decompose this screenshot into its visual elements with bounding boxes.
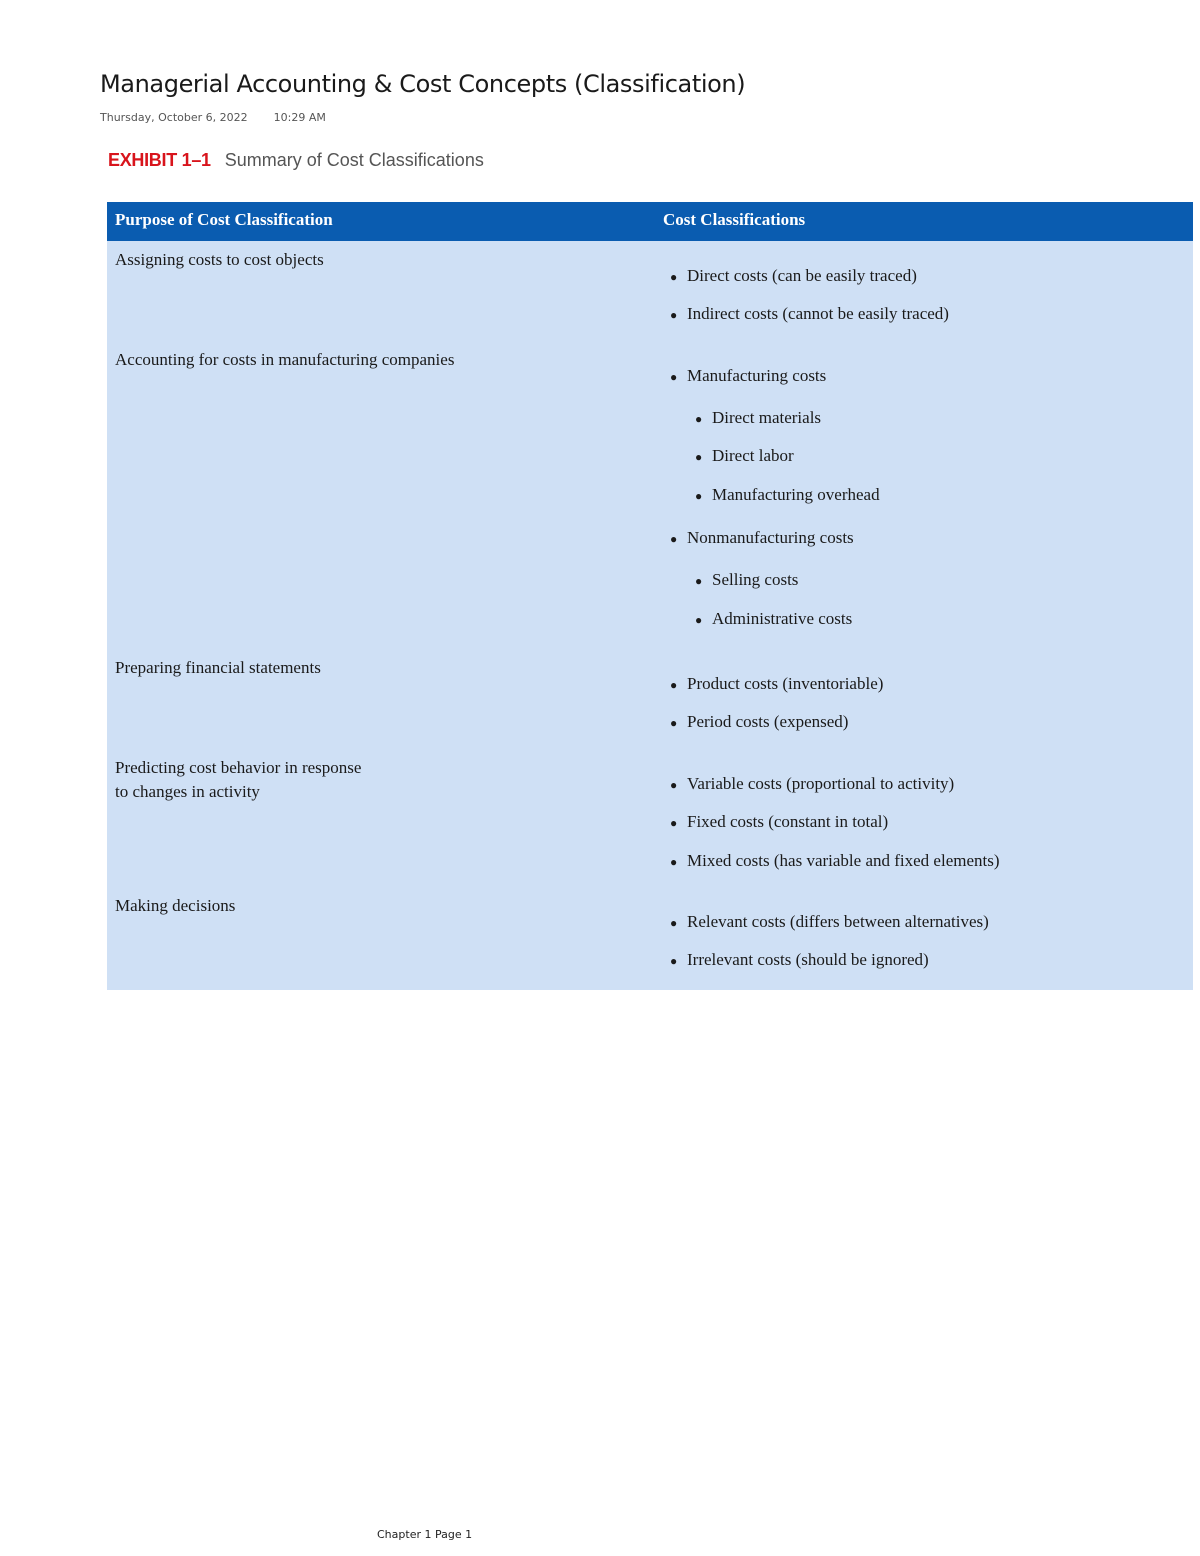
bullet-icon: ●	[695, 450, 703, 464]
list-item: ● Administrative costs	[695, 609, 853, 628]
page-date: Thursday, October 6, 2022	[100, 111, 248, 124]
exhibit-heading	[108, 150, 484, 171]
bullet-icon: ●	[670, 532, 678, 546]
row-purpose	[115, 348, 454, 372]
bullet-icon: ●	[670, 716, 678, 730]
exhibit-caption: Summary of Cost Classifications	[224, 150, 484, 170]
bullet-icon: ●	[695, 412, 703, 426]
page-timestamp	[100, 111, 326, 124]
header-purpose: Purpose of Cost Classification	[115, 210, 333, 229]
purpose-line: Accounting for costs in manufacturing companies	[115, 350, 455, 369]
list-item: ● Relevant costs (differs between alternatives)	[670, 912, 989, 931]
purpose-line: Predicting cost behavior in response	[115, 758, 362, 777]
list-item: ● Variable costs (proportional to activity)	[670, 774, 955, 793]
list-item: ● Nonmanufacturing costs	[670, 528, 854, 547]
list-item: ● Mixed costs (has variable and fixed elements)	[670, 851, 1000, 870]
page-time: 10:29 AM	[273, 111, 326, 124]
list-item: ● Direct costs (can be easily traced)	[670, 266, 917, 285]
cost-classification-table	[107, 202, 1193, 990]
bullet-icon: ●	[695, 574, 703, 588]
bullet-icon: ●	[670, 855, 678, 869]
bullet-icon: ●	[670, 916, 678, 930]
bullet-icon: ●	[695, 613, 703, 627]
bullet-icon: ●	[670, 954, 678, 968]
row-purpose	[115, 248, 324, 272]
list-item: ● Direct labor	[695, 446, 794, 465]
list-item: ● Manufacturing overhead	[695, 485, 880, 504]
list-item: ● Product costs (inventoriable)	[670, 674, 884, 693]
bullet-icon: ●	[670, 816, 678, 830]
list-item: ● Period costs (expensed)	[670, 712, 849, 731]
bullet-icon: ●	[670, 778, 678, 792]
bullet-icon: ●	[670, 270, 678, 284]
page-title: Managerial Accounting & Cost Concepts (Classification)	[100, 70, 746, 98]
purpose-line: Preparing financial statements	[115, 658, 321, 677]
list-item: ● Indirect costs (cannot be easily traced)	[670, 304, 949, 323]
purpose-line: Assigning costs to cost objects	[115, 250, 324, 269]
purpose-line: to changes in activity	[115, 782, 260, 801]
list-item: ● Manufacturing costs	[670, 366, 827, 385]
list-item: ● Selling costs	[695, 570, 799, 589]
row-purpose	[115, 656, 321, 680]
bullet-icon: ●	[670, 308, 678, 322]
row-purpose	[115, 894, 235, 918]
exhibit-label: EXHIBIT 1–1	[108, 150, 211, 170]
header-classifications: Cost Classifications	[663, 210, 806, 229]
list-item: ● Direct materials	[695, 408, 822, 427]
table-header	[107, 202, 1193, 241]
bullet-icon: ●	[695, 489, 703, 503]
row-purpose	[115, 756, 361, 804]
bullet-icon: ●	[670, 370, 678, 384]
list-item: ● Irrelevant costs (should be ignored)	[670, 950, 929, 969]
bullet-icon: ●	[670, 678, 678, 692]
purpose-line: Making decisions	[115, 896, 236, 915]
page-footer: Chapter 1 Page 1	[377, 1528, 473, 1541]
list-item: ● Fixed costs (constant in total)	[670, 812, 889, 831]
